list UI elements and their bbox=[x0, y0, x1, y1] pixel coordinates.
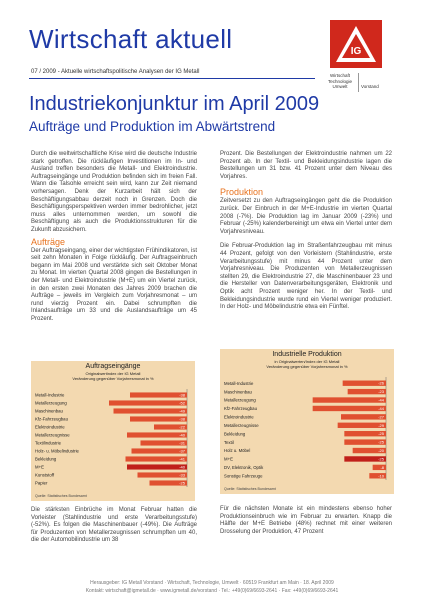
chart-produktion bbox=[220, 349, 394, 494]
data-label: -40 bbox=[179, 432, 185, 438]
category-label: Bekleidung bbox=[224, 431, 246, 437]
department-line-2: Technologie bbox=[327, 78, 353, 84]
newsletter-title: Wirtschaft aktuell bbox=[29, 24, 233, 54]
category-label: Metall-Industrie bbox=[224, 380, 254, 386]
category-label: Holz- u. Möbelindustrie bbox=[35, 448, 79, 454]
data-label: -10 bbox=[378, 473, 384, 479]
category-label: Sonstige Fahrzeuge bbox=[224, 473, 263, 479]
data-label: -40 bbox=[179, 464, 185, 470]
article-subheadline: Aufträge und Produktion im Abwärtstrend bbox=[29, 119, 276, 134]
section-heading-auftraege: Aufträge bbox=[31, 236, 66, 247]
section-heading-produktion: Produktion bbox=[220, 187, 264, 198]
data-label: -22 bbox=[179, 424, 185, 430]
category-label: Elektroindustrie bbox=[224, 414, 254, 420]
category-label: Kfz-Fahrzeugbau bbox=[224, 406, 257, 412]
data-label: -44 bbox=[378, 397, 384, 403]
data-label: -23 bbox=[378, 389, 384, 395]
department-label bbox=[320, 73, 360, 90]
category-label: Metallerzeugung bbox=[35, 400, 67, 406]
footer-publisher: Herausgeber: IG Metall Vorstand · Wirtschaft, Technologie, Umwelt · 60519 Frankfurt am Main · 18. April 2009 bbox=[90, 580, 334, 586]
chart-plot bbox=[220, 349, 394, 494]
category-label: Metallerzeugung bbox=[224, 397, 256, 403]
produktion-paragraph: Zeitversetzt zu den Auftragseingängen geht die die Produktion zurück. Der Einbruch in der M+E-Industrie im vierten Quartal 2008 (-7%). Die Produktion lag im Januar 2009 (-23%) und Februar (-25%) kalenderbereinigt um etwa ein Viertel unter dem Vorjahresniveau. bbox=[220, 198, 392, 235]
data-label: -52 bbox=[179, 400, 185, 406]
bar bbox=[127, 432, 187, 437]
category-label: Maschinenbau bbox=[224, 389, 252, 395]
chart-source: Quelle: Statistisches Bundesamt bbox=[35, 494, 87, 498]
left-bottom-paragraph: Die stärksten Einbrüche im Monat Februar hatten die Vorleister (Stahlindustrie und erste Verarbeitungsstufe) (-52%). Es folgen die Maschinenbauer (-49%). Die Aufträge für Produzenten von Metallerzeugnissen schrumpften um 40, die der Automobilindustrie um 38 bbox=[31, 507, 197, 544]
right-column-bottom bbox=[220, 506, 392, 536]
data-label: -38 bbox=[179, 416, 185, 422]
bar bbox=[313, 397, 386, 402]
category-label: Textilindustrie bbox=[35, 440, 62, 446]
data-label: -25 bbox=[378, 456, 384, 462]
chart-title: Auftragseingänge bbox=[85, 363, 141, 370]
vorstand-label: Vorstand bbox=[361, 84, 379, 89]
footer-contact: Kontakt: wirtschaft@igmetall.de · www.igmetall.de/vorstand · Tel.: +49(0)69/6693-2641 · Fax: +49(0)69/6693-2641 bbox=[85, 588, 339, 594]
bar bbox=[313, 406, 386, 411]
auftraege-paragraph: Der Auftragseingang, einer der wichtigsten Frühindikatoren, ist seit zehn Monaten in Folge rückläufig. Der Auftragseinbruch begann im Mai 2008 und verstärkte sich seit Oktober Monat zu Monat. Im vierten Quartal 2008 gingen die Bestellungen in der Metall- und Elektroindustrie (M+E) um ein Viertel zurück, in den ersten zwei Monaten des Jahres 2009 brachen die Aufträge – jeweils im Vergleich zum Vorjahresmonat – um rund vierzig Prozent ein. Dabei schrumpften die Inlandsaufträge um 33 und die Auslandsaufträge um 45 Prozent. bbox=[31, 247, 197, 322]
data-label: -25 bbox=[378, 431, 384, 437]
category-label: Textil bbox=[224, 439, 234, 445]
data-label: -29 bbox=[378, 422, 384, 428]
data-label: -38 bbox=[179, 392, 185, 398]
data-label: -26 bbox=[378, 380, 384, 386]
data-label: -49 bbox=[179, 408, 185, 414]
left-column-bottom bbox=[31, 507, 197, 545]
chart-note: Veränderung gegenüber Vorjahresmonat in % bbox=[72, 375, 154, 381]
chart-plot bbox=[31, 361, 195, 501]
category-label: M+E bbox=[224, 456, 233, 462]
data-label: -31 bbox=[179, 440, 185, 446]
article-headline: Industriekonjunktur im April 2009 bbox=[29, 93, 320, 115]
newsletter-subtitle: 07 / 2009 - Aktuelle wirtschaftspolitische Analysen der IG Metall bbox=[31, 69, 200, 75]
right-column bbox=[220, 151, 392, 312]
category-label: Bekleidung bbox=[35, 456, 57, 462]
right-intro-paragraph: Prozent. Die Bestellungen der Elektroindustrie nahmen um 22 Prozent ab. In der Textil- und Bekleidungsindustrie lagen die Bestellungen um 31 bzw. 41 Prozent unter dem Niveau des Vorjahres. bbox=[220, 151, 392, 180]
produktion-details-paragraph: Die Februar-Produktion lag im Straßenfahrzeugbau mit minus 44 Prozent, gefolgt von den Vorleistern (Stahlindustrie, erste Verarbeitungsstufe) mit minus 44 Prozent unter dem Vorjahresniveau. Die Produzenten von Metallerzeugnissen stellten 29, die Elektroindustrie 27, die Maschinenbauer 23 und die Hersteller von Datenverarbeitungsgeräten, Elektronik und Optik acht Prozent weniger her. In der Textil- und Bekleidungsindustrie wurde rund ein Viertel weniger produziert. In der Holz- und Möbelindustrie etwa ein Fünftel. bbox=[220, 243, 392, 311]
category-label: Elektroindustrie bbox=[35, 424, 65, 430]
data-label: -20 bbox=[378, 448, 384, 454]
bar bbox=[127, 464, 187, 469]
data-label: -27 bbox=[378, 414, 384, 420]
intro-paragraph: Durch die weltwirtschaftliche Krise wird die deutsche Industrie stark getroffen. Die rückläufigen Investitionen im In- und Ausland treffen besonders die Metall- und Elektroindustrie. Auftragseingänge und Produktion befinden sich im freien Fall. Wann die Talsohle erreicht sein wird, kann zur Zeit niemand vorhersagen. Denk der Kurzarbeit hält sich der Beschäftigungsabbau derzeit noch in Grenzen. Doch die Beschäftigungsperspektiven werden immer bedrohlicher, jetzt muss alles unternommen werden, um sowohl die Beschäftigung als auch die Produktionsstrukturen für die Zukunft abzusichern. bbox=[31, 151, 197, 233]
data-label: -44 bbox=[378, 405, 384, 411]
category-label: Kunststoff bbox=[35, 472, 55, 478]
bar bbox=[109, 400, 187, 405]
chart-note: Veränderung gegenüber Vorjahresmonat in % bbox=[266, 363, 348, 369]
masthead-divider bbox=[29, 78, 315, 79]
data-label: -33 bbox=[179, 472, 185, 478]
ig-metall-logo-icon bbox=[326, 16, 386, 72]
category-label: Kfz-Fahrzeugbau bbox=[35, 416, 68, 422]
data-label: -8 bbox=[380, 464, 384, 470]
category-label: Holz u. Möbel bbox=[224, 448, 251, 454]
chart-source: Quelle: Statistisches Bundesamt bbox=[224, 487, 276, 491]
bar bbox=[373, 465, 386, 470]
data-label: -25 bbox=[179, 480, 185, 486]
department-line-3: Umwelt bbox=[332, 84, 348, 89]
chart-subtitle: Originalwertindex der IG Metall bbox=[85, 370, 141, 376]
bar bbox=[114, 408, 188, 413]
logo-divider bbox=[358, 73, 359, 92]
category-label: Maschinenbau bbox=[35, 408, 63, 414]
chart-subtitle: in Originalwerten/Index der IG Metall bbox=[274, 358, 340, 364]
category-label: Metallerzeugnisse bbox=[35, 432, 70, 438]
category-label: DV, Elektronik, Optik bbox=[224, 465, 264, 471]
chart-auftragseingaenge bbox=[31, 361, 195, 501]
logo-mark: IG bbox=[350, 46, 362, 57]
left-column bbox=[31, 151, 197, 323]
right-bottom-paragraph: Für die nächsten Monate ist ein mindestens ebenso hoher Produktionseinbruch wie im Februar zu erwarten. Knapp die Hälfte der M+E Betriebe (48%) rechnet mit einer weiteren Drosselung der Produktion, 47 Prozent bbox=[220, 506, 392, 535]
data-label: -25 bbox=[378, 439, 384, 445]
data-label: -41 bbox=[179, 456, 185, 462]
department-line-1: Wirtschaft bbox=[329, 73, 350, 78]
category-label: M+E bbox=[35, 464, 44, 470]
category-label: Papier bbox=[35, 480, 48, 486]
category-label: Metallerzeugnisse bbox=[224, 422, 259, 428]
category-label: Metall-Industrie bbox=[35, 392, 65, 398]
chart-title: Industrielle Produktion bbox=[272, 351, 342, 358]
bar bbox=[126, 456, 188, 461]
data-label: -37 bbox=[179, 448, 185, 454]
